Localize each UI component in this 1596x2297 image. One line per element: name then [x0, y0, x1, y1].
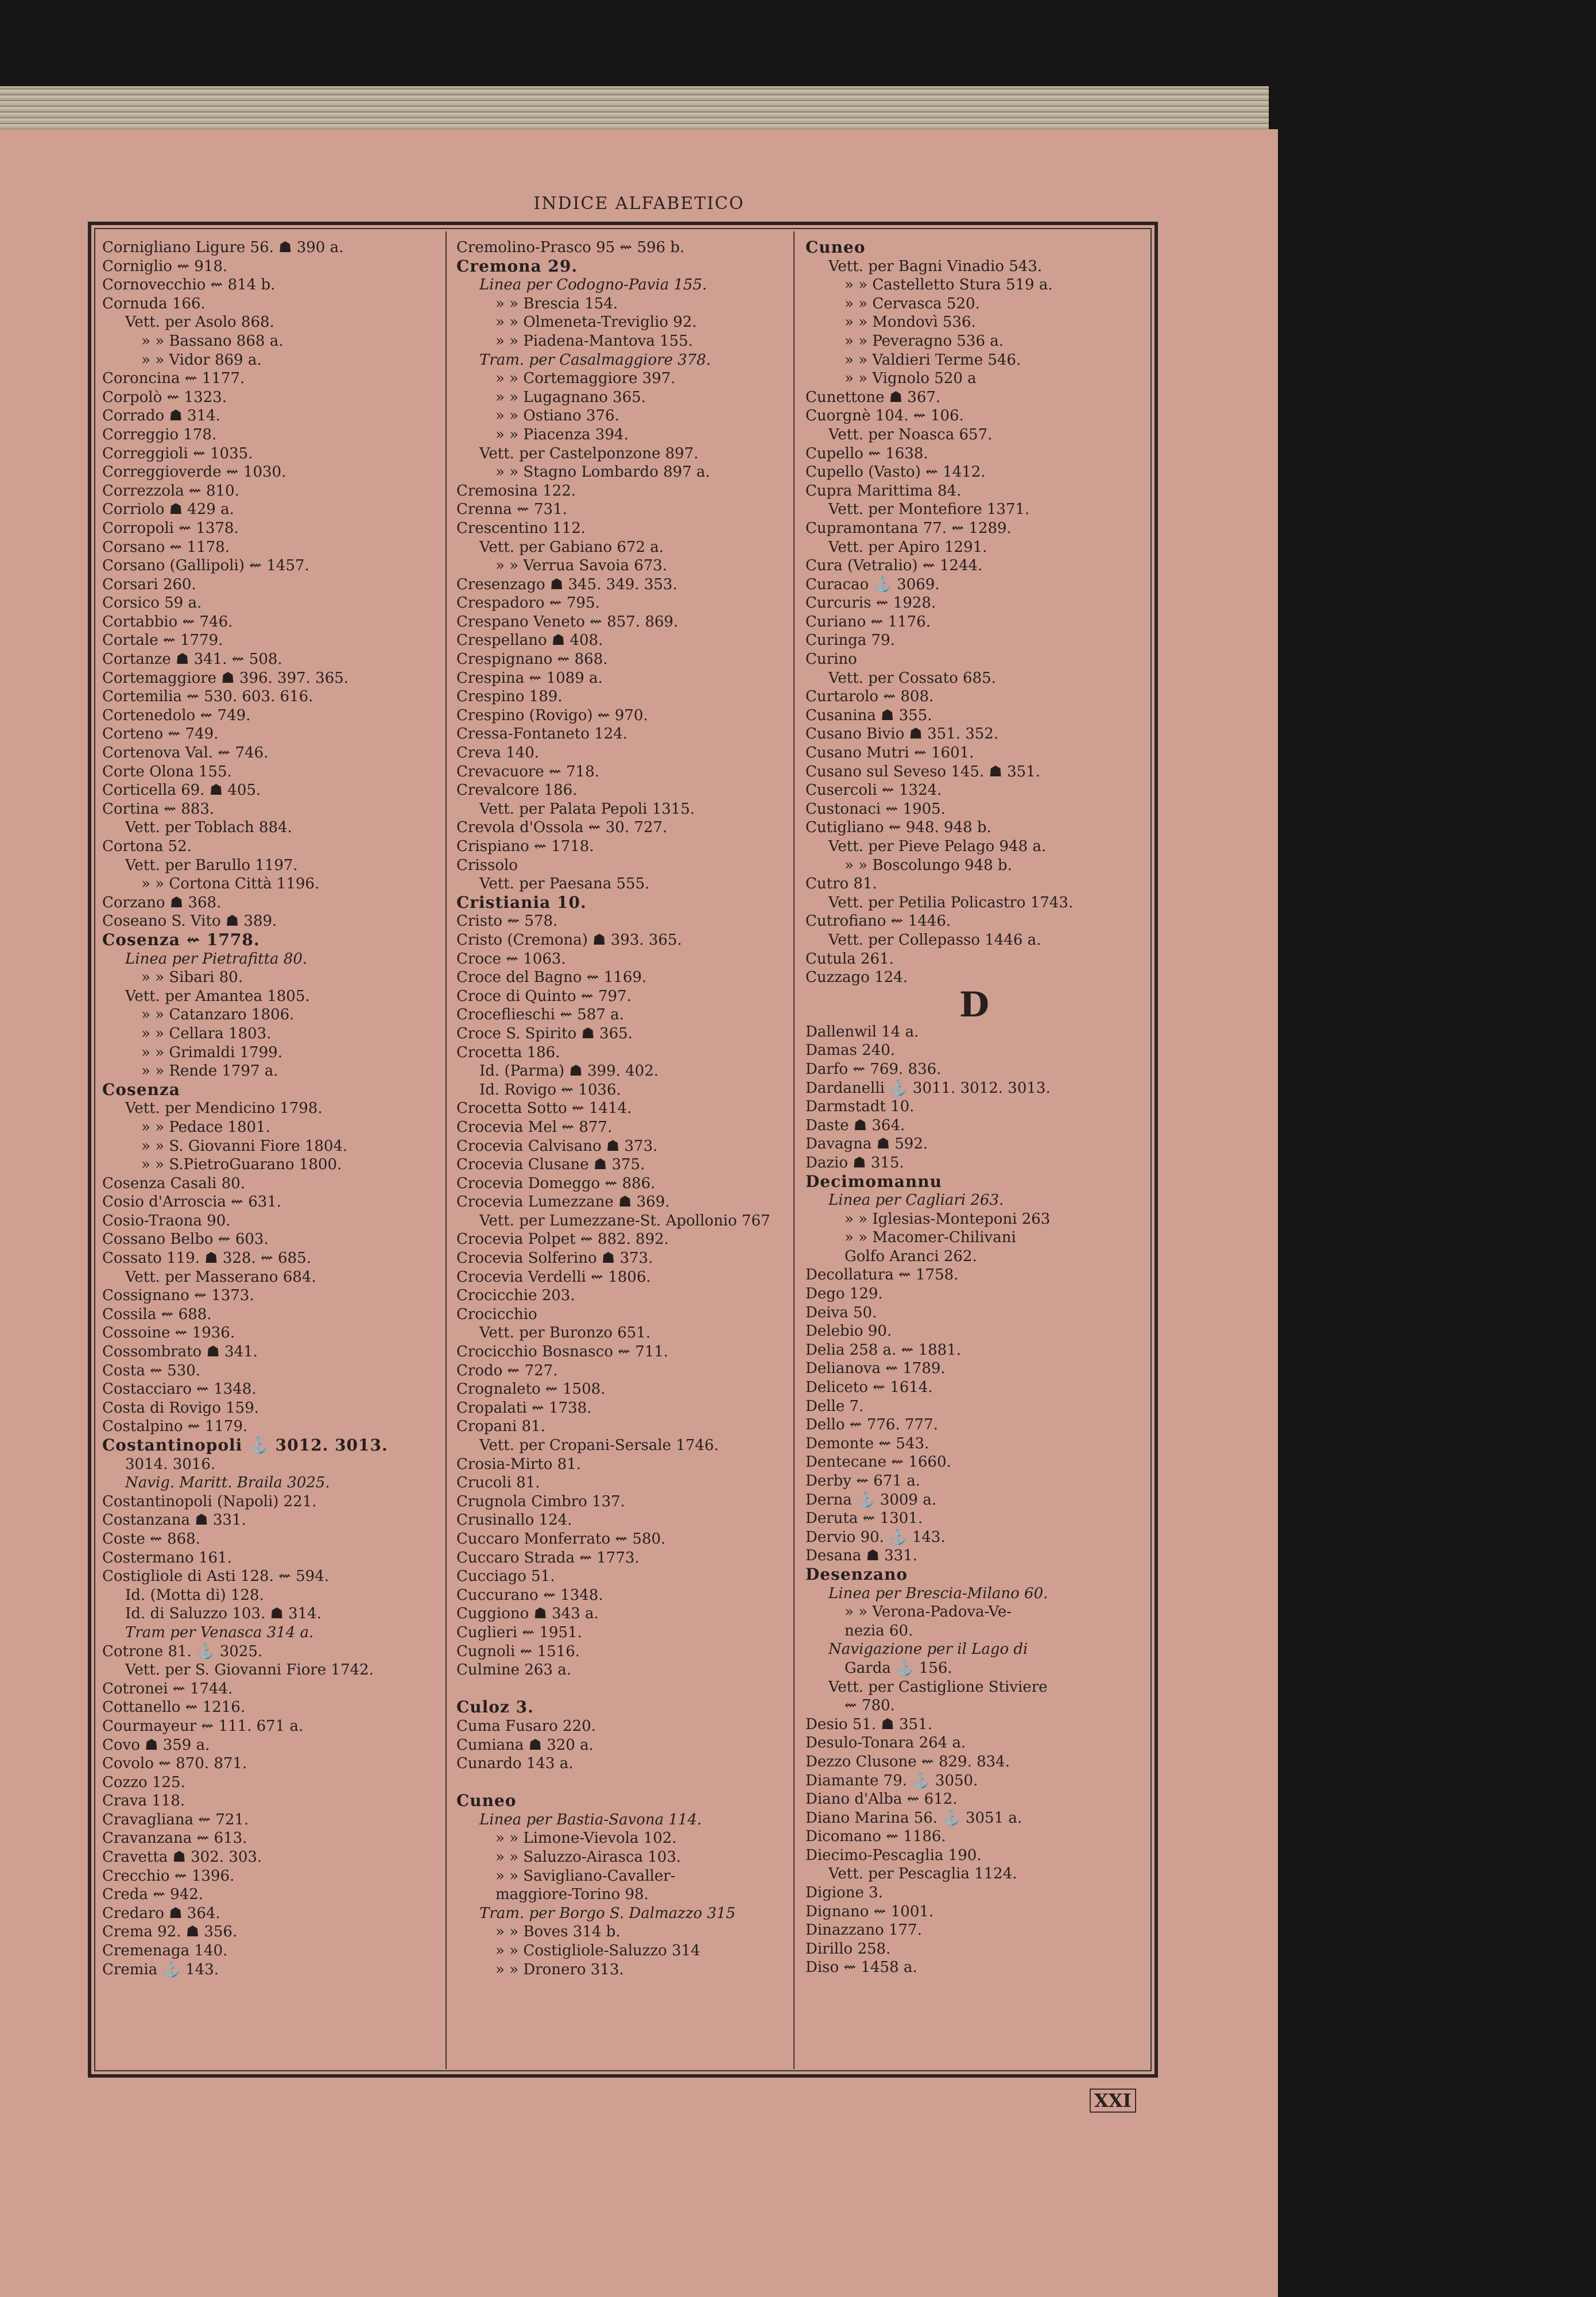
index-entry: Cusercoli ⇜ 1324. [805, 782, 942, 799]
index-entry: Vett. per Toblach 884. [125, 819, 292, 837]
index-entry: » » Cortemaggiore 397. [495, 370, 676, 388]
index-entry: » » Piadena-Mantova 155. [495, 332, 694, 350]
index-entry: ⇜ 780. [845, 1697, 895, 1715]
index-entry: Cura (Vetralio) ⇜ 1244. [805, 557, 983, 575]
index-entry: Creva 140. [456, 744, 540, 762]
index-entry: Dego 129. [805, 1285, 883, 1303]
index-entry: Diamante 79. ⚓ 3050. [805, 1772, 978, 1789]
index-entry: Cornovecchio ⇜ 814 b. [102, 276, 276, 294]
index-entry: Vett. per Lumezzane-St. Apollonio 767 [479, 1212, 770, 1229]
index-entry: Cozzo 125. [102, 1773, 185, 1791]
index-entry: Dervio 90. ⚓ 143. [805, 1528, 946, 1546]
index-entry: » » S. Giovanni Fiore 1804. [141, 1137, 348, 1155]
index-heading: Decimomannu [805, 1171, 942, 1191]
index-entry: Id. Rovigo ⇜ 1036. [479, 1081, 621, 1099]
index-entry: Cosenza Casali 80. [102, 1174, 245, 1192]
index-entry: Costa ⇜ 530. [102, 1362, 201, 1379]
index-entry: Linea per Codogno-Pavia 155. [479, 276, 707, 294]
index-entry: Costanzana ☗ 331. [102, 1511, 246, 1529]
index-entry: Vett. per Pescaglia 1124. [828, 1865, 1017, 1883]
index-entry: Crespellano ☗ 408. [456, 632, 603, 649]
index-entry: Cuzzago 124. [805, 969, 908, 987]
index-entry: » » Cellara 1803. [141, 1024, 272, 1042]
index-entry: Damas 240. [805, 1042, 895, 1059]
index-entry: Linea per Brescia-Milano 60. [828, 1584, 1048, 1602]
index-entry: Davagna ☗ 592. [805, 1135, 928, 1153]
index-entry: Vett. per Cropani-Sersale 1746. [479, 1437, 719, 1454]
index-entry: Curcuris ⇜ 1928. [805, 594, 936, 612]
index-entry: Cortale ⇜ 1779. [102, 632, 223, 649]
index-entry: Culmine 263 a. [456, 1661, 571, 1679]
index-entry: Cremia ⚓ 143. [102, 1960, 219, 1978]
index-entry: Crucoli 81. [456, 1474, 540, 1492]
index-entry: » » Stagno Lombardo 897 a. [495, 463, 710, 481]
index-entry: Curinga 79. [805, 632, 895, 649]
index-entry: Vett. per S. Giovanni Fiore 1742. [125, 1661, 374, 1679]
index-heading: Cosenza [102, 1080, 180, 1099]
index-entry: Cuggiono ☗ 343 a. [456, 1605, 599, 1623]
index-entry: Vett. per Masserano 684. [125, 1268, 316, 1286]
index-entry: Correggioli ⇜ 1035. [102, 444, 253, 462]
index-entry: Crocevia Lumezzane ☗ 369. [456, 1193, 670, 1211]
index-entry: Cropani 81. [456, 1418, 545, 1436]
index-entry: Crecchio ⇜ 1396. [102, 1867, 235, 1885]
index-entry: » » S.PietroGuarano 1800. [141, 1156, 342, 1174]
index-entry: Crocevia Clusane ☗ 375. [456, 1156, 645, 1174]
index-entry: Coste ⇜ 868. [102, 1530, 200, 1548]
index-entry: Crocevia Mel ⇜ 877. [456, 1118, 613, 1136]
index-entry: Crespino 189. [456, 688, 563, 706]
index-entry: » » Ostiano 376. [495, 407, 619, 425]
index-heading: Culoz 3. [456, 1697, 534, 1717]
index-entry: Cristo ⇜ 578. [456, 912, 558, 930]
index-entry: » » Valdieri Terme 546. [845, 351, 1021, 369]
index-entry: Linea per Pietrafitta 80. [125, 950, 308, 968]
index-entry: Cunardo 143 a. [456, 1755, 574, 1773]
index-entry: » » Savigliano-Cavaller- [495, 1867, 676, 1885]
index-entry: Desana ☗ 331. [805, 1547, 918, 1565]
page-title: INDICE ALFABETICO [533, 194, 745, 214]
index-entry: Vett. per Mendicino 1798. [125, 1100, 323, 1117]
index-entry: Crodo ⇜ 727. [456, 1362, 558, 1379]
index-entry: Croce ⇜ 1063. [456, 950, 566, 968]
index-entry: Crissolo [456, 856, 518, 874]
index-entry: » » Catanzaro 1806. [141, 1006, 295, 1024]
index-entry [456, 1773, 781, 1792]
index-entry: Dirillo 258. [805, 1940, 891, 1958]
index-entry: Cusano Mutri ⇜ 1601. [805, 744, 974, 762]
index-entry: Cusano Bivio ☗ 351. 352. [805, 725, 999, 743]
index-entry: Cortanze ☗ 341. ⇜ 508. [102, 651, 282, 668]
index-entry: Cressa-Fontaneto 124. [456, 725, 628, 743]
index-heading: Cristiania 10. [456, 892, 587, 912]
index-entry: Navig. Maritt. Braila 3025. [125, 1474, 330, 1492]
index-entry: Cuccurano ⇜ 1348. [456, 1586, 603, 1604]
index-entry: Dello ⇜ 776. 777. [805, 1416, 938, 1434]
index-entry: Vett. per Montefiore 1371. [828, 501, 1030, 519]
index-entry: Diano d'Alba ⇜ 612. [805, 1791, 958, 1808]
index-entry: Corsano ⇜ 1178. [102, 538, 230, 556]
index-entry: Deiva 50. [805, 1304, 877, 1321]
index-entry: Cuorgnè 104. ⇜ 106. [805, 407, 964, 425]
index-entry: » » Rende 1797 a. [141, 1062, 278, 1080]
index-entry: Vett. per Castiglione Stiviere [828, 1678, 1048, 1696]
page-number: XXI [1090, 2089, 1136, 2113]
index-entry: Vett. per Barullo 1197. [125, 856, 298, 874]
index-entry: Cutro 81. [805, 875, 877, 893]
index-entry: Cremosina 122. [456, 482, 576, 500]
index-entry: Crevacuore ⇜ 718. [456, 763, 599, 780]
index-entry: Crocicchie 203. [456, 1287, 575, 1305]
index-entry: Crava 118. [102, 1792, 185, 1810]
index-entry: Dicomano ⇜ 1186. [805, 1828, 946, 1846]
index-entry: Vett. per Gabiano 672 a. [479, 538, 664, 556]
index-entry: » » Brescia 154. [495, 295, 618, 312]
index-entry: Curiano ⇜ 1176. [805, 613, 931, 631]
index-entry: » » Cortona Città 1196. [141, 875, 320, 893]
index-entry: Cossano Belbo ⇜ 603. [102, 1231, 269, 1248]
index-entry: Crocicchio [456, 1305, 537, 1323]
index-entry: Dardanelli ⚓ 3011. 3012. 3013. [805, 1079, 1051, 1097]
index-entry: Golfo Aranci 262. [845, 1247, 977, 1265]
index-entry: » » Pedace 1801. [141, 1118, 270, 1136]
index-entry: Cristo (Cremona) ☗ 393. 365. [456, 931, 682, 949]
index-entry: Vett. per Cossato 685. [828, 669, 996, 687]
index-entry: Dallenwil 14 a. [805, 1023, 919, 1041]
index-entry: maggiore-Torino 98. [495, 1886, 649, 1904]
index-entry: Dentecane ⇜ 1660. [805, 1453, 951, 1471]
index-entry: Cremolino-Prasco 95 ⇜ 596 b. [456, 239, 685, 256]
index-entry: » » Verrua Savoia 673. [495, 557, 668, 575]
index-column-3 [805, 238, 1143, 2062]
index-entry: Crugnola Cimbro 137. [456, 1492, 625, 1510]
index-entry: Cortona 52. [102, 838, 192, 855]
index-entry: » » Castelletto Stura 519 a. [845, 276, 1053, 294]
index-entry: Credaro ☗ 364. [102, 1904, 220, 1922]
index-entry: Correggio 178. [102, 426, 217, 443]
index-entry: Delia 258 a. ⇜ 1881. [805, 1341, 962, 1359]
index-entry: Cuma Fusaro 220. [456, 1717, 596, 1735]
index-entry: Coseano S. Vito ☗ 389. [102, 912, 277, 930]
index-entry: Cucciago 51. [456, 1568, 555, 1586]
column-divider [446, 231, 447, 2069]
index-entry: Cotrone 81. ⚓ 3025. [102, 1642, 263, 1660]
index-entry: Covo ☗ 359 a. [102, 1736, 210, 1754]
index-entry: Croceflieschi ⇜ 587 a. [456, 1006, 624, 1024]
index-entry: Garda ⚓ 156. [845, 1659, 952, 1677]
book-page [0, 129, 1278, 2297]
index-entry: Corriolo ☗ 429 a. [102, 501, 234, 519]
index-entry: » » Vidor 869 a. [141, 351, 262, 369]
index-entry: Delianova ⇜ 1789. [805, 1360, 946, 1378]
index-entry: Dezzo Clusone ⇜ 829. 834. [805, 1753, 1010, 1770]
index-entry: Vett. per Asolo 868. [125, 314, 274, 331]
index-entry: Delle 7. [805, 1397, 864, 1415]
index-entry: Crespina ⇜ 1089 a. [456, 669, 603, 687]
index-entry: Cuccaro Strada ⇜ 1773. [456, 1549, 640, 1567]
index-entry: Tram. per Borgo S. Dalmazzo 315 [479, 1904, 736, 1922]
index-entry: » » Sibari 80. [141, 969, 243, 987]
index-entry: Darfo ⇜ 769. 836. [805, 1060, 942, 1078]
index-heading: Cremona 29. [456, 256, 578, 276]
index-entry: Crocicchio Bosnasco ⇜ 711. [456, 1343, 669, 1361]
index-entry: Crusinallo 124. [456, 1511, 572, 1529]
index-entry: Id. (Motta di) 128. [125, 1586, 264, 1604]
index-entry: Corrado ☗ 314. [102, 407, 220, 425]
index-entry: Cuglieri ⇜ 1951. [456, 1623, 582, 1641]
index-entry: Coroncina ⇜ 1177. [102, 370, 245, 388]
index-entry: Tram per Venasca 314 a. [125, 1623, 314, 1641]
index-entry: Custonaci ⇜ 1905. [805, 800, 946, 818]
index-entry: Cossato 119. ☗ 328. ⇜ 685. [102, 1250, 311, 1267]
index-entry: Corzano ☗ 368. [102, 894, 222, 911]
index-entry: Croce S. Spirito ☗ 365. [456, 1024, 633, 1042]
index-entry: Crispiano ⇜ 1718. [456, 838, 594, 855]
index-entry: Cornuda 166. [102, 295, 206, 312]
index-entry: Diso ⇜ 1458 a. [805, 1959, 917, 1977]
index-entry: Corsano (Gallipoli) ⇜ 1457. [102, 557, 309, 575]
index-entry: Vett. per Petilia Policastro 1743. [828, 894, 1074, 911]
index-entry: Costalpino ⇜ 1179. [102, 1418, 248, 1436]
index-entry: Tram. per Casalmaggiore 378. [479, 351, 711, 369]
index-entry: Dignano ⇜ 1001. [805, 1902, 934, 1920]
index-entry: Corropoli ⇜ 1378. [102, 519, 239, 537]
index-entry: Crevola d'Ossola ⇜ 30. 727. [456, 819, 668, 837]
section-letter: D [959, 984, 990, 1025]
index-entry: » » Limone-Vievola 102. [495, 1830, 677, 1847]
index-entry: Cupramontana 77. ⇜ 1289. [805, 519, 1012, 537]
index-entry: Cornigliano Ligure 56. ☗ 390 a. [102, 239, 344, 256]
index-entry: Crocevia Verdelli ⇜ 1806. [456, 1268, 651, 1286]
index-entry: Daste ☗ 364. [805, 1116, 905, 1134]
index-entry: Cotronei ⇜ 1744. [102, 1680, 233, 1697]
index-entry: Cusano sul Seveso 145. ☗ 351. [805, 763, 1040, 780]
index-entry: » » Grimaldi 1799. [141, 1043, 282, 1061]
index-entry: Diano Marina 56. ⚓ 3051 a. [805, 1809, 1022, 1827]
index-entry: Creda ⇜ 942. [102, 1886, 204, 1904]
index-entry: Crocevia Solferino ☗ 373. [456, 1250, 653, 1267]
index-entry: Crema 92. ☗ 356. [102, 1923, 238, 1941]
index-entry: Costermano 161. [102, 1549, 232, 1567]
index-entry: Courmayeur ⇜ 111. 671 a. [102, 1717, 304, 1735]
index-entry: Cossignano ⇜ 1373. [102, 1287, 254, 1305]
index-entry: Curino [805, 651, 857, 668]
index-entry: » » Costigliole-Saluzzo 314 [495, 1942, 700, 1960]
index-entry: » » Boves 314 b. [495, 1923, 621, 1941]
index-entry: Cupra Marittima 84. [805, 482, 962, 500]
index-entry: Covolo ⇜ 870. 871. [102, 1755, 247, 1773]
index-entry: Diecimo-Pescaglia 190. [805, 1846, 982, 1864]
index-entry: Cutula 261. [805, 950, 894, 968]
index-entry: Cortina ⇜ 883. [102, 800, 215, 818]
index-entry: Vett. per Palata Pepoli 1315. [479, 800, 695, 818]
index-entry: Cremenaga 140. [102, 1942, 228, 1960]
index-entry: Vett. per Apiro 1291. [828, 538, 987, 556]
column-divider [793, 231, 795, 2069]
index-entry: Corpolò ⇜ 1323. [102, 388, 227, 406]
index-entry: Cortemilia ⇜ 530. 603. 616. [102, 688, 313, 706]
index-entry: Crognaleto ⇜ 1508. [456, 1380, 606, 1398]
index-heading: Desenzano [805, 1564, 908, 1584]
index-entry: 3014. 3016. [125, 1455, 216, 1473]
index-entry: Corteno ⇜ 749. [102, 725, 219, 743]
index-entry: Curacao ⚓ 3069. [805, 575, 940, 593]
index-entry: Crespano Veneto ⇜ 857. 869. [456, 613, 679, 631]
index-entry: Costantinopoli (Napoli) 221. [102, 1492, 317, 1510]
index-entry: Deruta ⇜ 1301. [805, 1510, 923, 1528]
index-entry: Cropalati ⇜ 1738. [456, 1399, 592, 1417]
index-entry: Crocevia Calvisano ☗ 373. [456, 1137, 658, 1155]
index-heading: Cosenza ⇜ 1778. [102, 930, 260, 949]
index-entry: Cortemaggiore ☗ 396. 397. 365. [102, 669, 349, 687]
index-entry: Cravagliana ⇜ 721. [102, 1811, 249, 1828]
index-entry: Dazio ☗ 315. [805, 1154, 904, 1171]
index-entry: » » Bassano 868 a. [141, 332, 284, 350]
index-entry: Cupello (Vasto) ⇜ 1412. [805, 463, 986, 481]
index-entry: » » Cervasca 520. [845, 295, 980, 312]
index-entry [456, 1680, 781, 1699]
index-entry: Cutigliano ⇜ 948. 948 b. [805, 819, 991, 837]
index-entry: Cossombrato ☗ 341. [102, 1343, 258, 1361]
index-entry: Cugnoli ⇜ 1516. [456, 1642, 580, 1660]
index-entry: Crespadoro ⇜ 795. [456, 594, 600, 612]
index-entry: » » Piacenza 394. [495, 426, 629, 443]
index-entry: Linea per Bastia-Savona 114. [479, 1811, 702, 1828]
index-entry: Vett. per Paesana 555. [479, 875, 650, 893]
index-entry: Demonte ⇜ 543. [805, 1434, 929, 1452]
index-entry: Cortenova Val. ⇜ 746. [102, 744, 269, 762]
index-entry: nezia 60. [845, 1622, 913, 1639]
index-entry: Digione 3. [805, 1884, 883, 1902]
index-entry: » » Saluzzo-Airasca 103. [495, 1849, 681, 1866]
index-entry: Crespignano ⇜ 868. [456, 651, 608, 668]
index-entry: Cupello ⇜ 1638. [805, 444, 928, 462]
index-entry: Decollatura ⇜ 1758. [805, 1266, 959, 1284]
index-heading: Cuneo [456, 1791, 517, 1811]
index-entry: Costigliole di Asti 128. ⇜ 594. [102, 1568, 330, 1586]
index-entry: Crenna ⇜ 731. [456, 501, 567, 519]
index-entry: Crosia-Mirto 81. [456, 1455, 582, 1473]
index-entry: Vett. per Castelponzone 897. [479, 444, 699, 462]
index-column-2 [456, 238, 781, 2062]
index-entry: Corsari 260. [102, 575, 196, 593]
index-entry: Crescentino 112. [456, 519, 586, 537]
index-column-1 [102, 238, 429, 2062]
index-entry: Cuccaro Monferrato ⇜ 580. [456, 1530, 666, 1548]
index-entry: Crespino (Rovigo) ⇜ 970. [456, 706, 648, 724]
index-entry: Cusanina ☗ 355. [805, 706, 932, 724]
index-entry: Id. di Saluzzo 103. ☗ 314. [125, 1605, 321, 1623]
index-entry: Vett. per Amantea 1805. [125, 987, 310, 1005]
index-entry: Cortabbio ⇜ 746. [102, 613, 233, 631]
index-entry: Correggioverde ⇜ 1030. [102, 463, 286, 481]
index-entry: Cutrofiano ⇜ 1446. [805, 912, 951, 930]
index-entry: Delebio 90. [805, 1322, 892, 1340]
index-entry: Derna ⚓ 3009 a. [805, 1491, 937, 1509]
index-entry: Cortenedolo ⇜ 749. [102, 706, 251, 724]
index-entry: Darmstadt 10. [805, 1098, 915, 1116]
index-entry: Cosio-Traona 90. [102, 1212, 231, 1229]
index-entry: Corsico 59 a. [102, 594, 202, 612]
index-entry: Vett. per Pieve Pelago 948 a. [828, 838, 1047, 855]
index-entry: » » Verona-Padova-Ve- [845, 1603, 1012, 1621]
index-entry: Cunettone ☗ 367. [805, 388, 941, 406]
index-entry: » » Macomer-Chilivani [845, 1229, 1016, 1247]
index-entry: » » Peveragno 536 a. [845, 332, 1004, 350]
index-entry: » » Iglesias-Monteponi 263 [845, 1210, 1051, 1228]
index-entry: Croce del Bagno ⇜ 1169. [456, 969, 647, 987]
index-entry: Crevalcore 186. [456, 782, 578, 799]
index-heading: Cuneo [805, 238, 866, 257]
index-entry: Cravetta ☗ 302. 303. [102, 1849, 262, 1866]
index-entry: Cossoine ⇜ 1936. [102, 1324, 235, 1342]
index-entry: Cossila ⇜ 688. [102, 1305, 212, 1323]
index-entry: » » Boscolungo 948 b. [845, 856, 1012, 874]
index-entry: Vett. per Noasca 657. [828, 426, 993, 443]
index-entry: Crocetta 186. [456, 1043, 560, 1061]
index-entry: Costacciaro ⇜ 1348. [102, 1380, 257, 1398]
index-entry: Derby ⇜ 671 a. [805, 1472, 920, 1490]
index-entry: Deliceto ⇜ 1614. [805, 1379, 933, 1397]
index-entry: » » Mondovì 536. [845, 314, 976, 331]
index-entry: Dinazzano 177. [805, 1921, 922, 1939]
index-entry: Correzzola ⇜ 810. [102, 482, 239, 500]
index-entry: Vett. per Buronzo 651. [479, 1324, 651, 1342]
index-entry: Cosio d'Arroscia ⇜ 631. [102, 1193, 282, 1211]
index-entry: Corte Olona 155. [102, 763, 232, 780]
index-entry: » » Dronero 313. [495, 1960, 624, 1978]
index-entry: Croce di Quinto ⇜ 797. [456, 987, 632, 1005]
index-entry: Corticella 69. ☗ 405. [102, 782, 261, 799]
index-entry: Linea per Cagliari 263. [828, 1192, 1004, 1209]
index-entry: Desulo-Tonara 264 a. [805, 1734, 966, 1752]
index-entry: Cravanzana ⇜ 613. [102, 1830, 247, 1847]
index-entry: » » Olmeneta-Treviglio 92. [495, 314, 697, 331]
index-entry: Crocevia Polpet ⇜ 882. 892. [456, 1231, 669, 1248]
index-entry: Cresenzago ☗ 345. 349. 353. [456, 575, 677, 593]
index-entry: Crocevia Domeggo ⇜ 886. [456, 1174, 656, 1192]
index-entry: Crocetta Sotto ⇜ 1414. [456, 1100, 632, 1117]
index-entry: Desio 51. ☗ 351. [805, 1715, 932, 1733]
index-entry: Vett. per Collepasso 1446 a. [828, 931, 1041, 949]
index-entry: » » Lugagnano 365. [495, 388, 646, 406]
index-entry: Navigazione per il Lago di [828, 1641, 1028, 1658]
index-entry: Curtarolo ⇜ 808. [805, 688, 934, 706]
index-heading: Costantinopoli ⚓ 3012. 3013. [102, 1436, 388, 1455]
index-entry: Corniglio ⇜ 918. [102, 257, 228, 275]
index-entry: Cottanello ⇜ 1216. [102, 1699, 246, 1716]
index-entry: Cumiana ☗ 320 a. [456, 1736, 594, 1754]
index-entry: Id. (Parma) ☗ 399. 402. [479, 1062, 659, 1080]
index-entry: Vett. per Bagni Vinadio 543. [828, 257, 1043, 275]
index-entry: » » Vignolo 520 a [845, 370, 977, 388]
index-entry: Costa di Rovigo 159. [102, 1399, 259, 1417]
